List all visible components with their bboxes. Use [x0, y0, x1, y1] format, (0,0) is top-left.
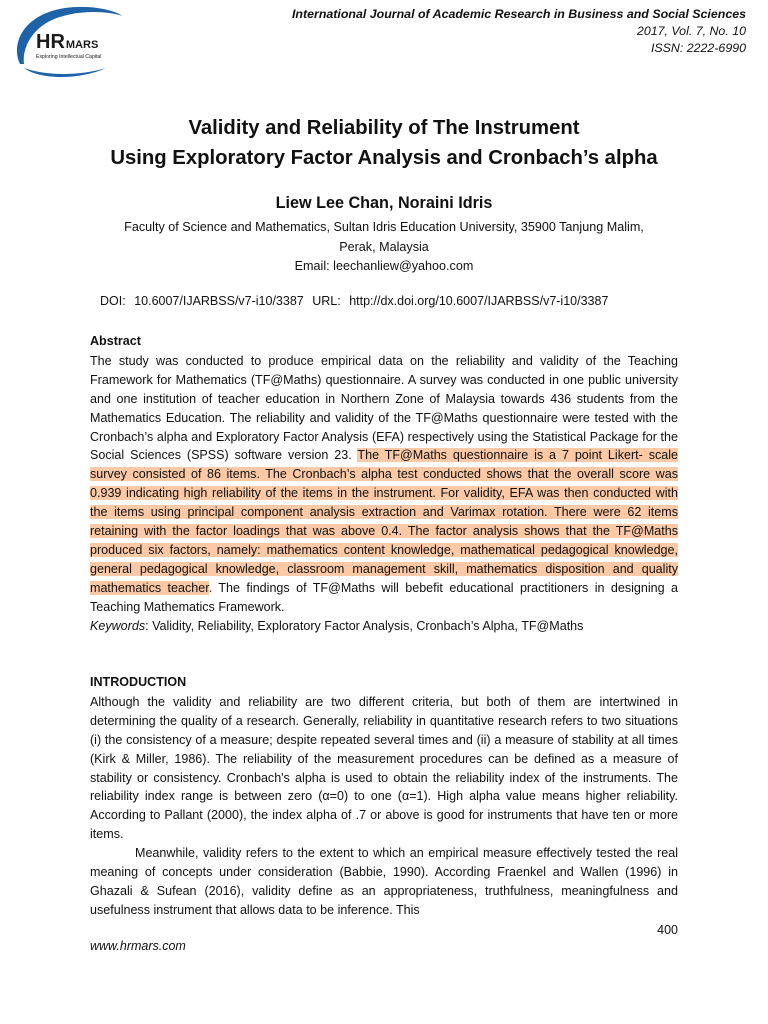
- abstract-section: [90, 332, 678, 636]
- affiliation-line-2: Perak, Malaysia: [339, 239, 429, 254]
- hrmars-logo: [10, 2, 128, 82]
- journal-name: International Journal of Academic Research in Business and Social Sciences: [291, 7, 746, 21]
- author-email: Email: leechanliew@yahoo.com: [294, 259, 474, 273]
- doi-label: DOI:: [100, 294, 126, 308]
- abstract-text: [90, 352, 678, 617]
- paper-title: [0, 113, 768, 173]
- title-line-2: Using Exploratory Factor Analysis and Cronbach’s alpha: [110, 147, 658, 169]
- logo-sub-text: MARS: [65, 39, 99, 51]
- url-value[interactable]: http://dx.doi.org/10.6007/IJARBSS/v7-i10/3387: [349, 294, 609, 308]
- journal-volume: 2017, Vol. 7, No. 10: [636, 24, 746, 38]
- page-number: 400: [657, 923, 678, 937]
- svg-text:HRMARS: [36, 31, 98, 53]
- doi-line: [100, 294, 612, 308]
- affiliation-line-1: Faculty of Science and Mathematics, Sultan Idris Education University, 35900 Tanjung Malim,: [124, 220, 644, 234]
- footer-url[interactable]: www.hrmars.com: [90, 939, 186, 953]
- abstract-text-start: The study was conducted to produce empirical data on the reliability and validity of the Teaching Framework for Mathematics (TF@Maths) questionnaire. A survey was conducted in one public university and one institution of teacher education in Northern Zone of Malaysia towards 436 students from the Mathematics Education. The reliability and validity of the TF@Maths questionnaire were tested with the Cronbach’s alpha and Exploratory Factor Analysis (EFA) respectively using the Statistical Package for the Social Sciences (SPSS) software version 23.: [90, 353, 678, 463]
- logo-main-text: HR: [36, 31, 65, 53]
- introduction-heading: INTRODUCTION: [90, 675, 187, 689]
- keywords: [90, 617, 678, 636]
- introduction-paragraph-1: Although the validity and reliability are two different criteria, but both of them are intertwined in determining the quality of a research. Generally, reliability in quantitative research refers to two situations (i) the consistency of a measure; despite repeated several times and (ii) a measure of stability at all times (Kirk & Miller, 1986). The reliability of the measurement procedures can be defined as a measure of stability or consistency. Cronbach's alpha is used to obtain the reliability index of the instruments. The reliability index range is between zero (α=0) to one (α=1). High alpha value means higher reliability. According to Pallant (2000), the index alpha of .7 or above is good for instruments that have ten or more items.: [90, 694, 678, 842]
- authors: Liew Lee Chan, Noraini Idris: [275, 194, 493, 212]
- journal-header: [292, 6, 746, 57]
- abstract-text-end: . The findings of TF@Maths will bebefit educational practitioners in designing a Teaching Mathematics Framework.: [90, 580, 679, 614]
- introduction-section: [90, 673, 678, 920]
- keywords-list: : Validity, Reliability, Exploratory Factor Analysis, Cronbach’s Alpha, TF@Maths: [145, 618, 584, 633]
- logo-tagline: Exploring Intellectual Capital: [36, 54, 102, 60]
- title-line-1: Validity and Reliability of The Instrument: [188, 117, 580, 139]
- doi-value[interactable]: 10.6007/IJARBSS/v7-i10/3387: [134, 294, 304, 308]
- abstract-highlighted-text: The TF@Maths questionnaire is a 7 point Likert- scale survey consisted of 86 items. The Cronbach’s alpha test conducted shows that the overall score was 0.939 indicating high reliability of the items in the instrument. For validity, EFA was then conducted with the items using principal component analysis extraction and Varimax rotation. There were 62 items retaining with the factor loadings that was above 0.4. The factor analysis shows that the TF@Maths produced six factors, namely: mathematics content knowledge, mathematical pedagogical knowledge, general pedagogical knowledge, classroom management skill, mathematics disposition and quality mathematics teacher: [90, 448, 678, 595]
- abstract-heading: Abstract: [90, 334, 141, 348]
- journal-issn: ISSN: 2222-6990: [650, 41, 746, 55]
- affiliation: [80, 218, 688, 277]
- url-label: URL:: [312, 294, 341, 308]
- keywords-label: Keywords: [90, 618, 146, 633]
- introduction-paragraph-2: Meanwhile, validity refers to the extent to which an empirical measure effectively tested the real meaning of concepts under consideration (Babbie, 1990). According Fraenkel and Wallen (1996) in Ghazali & Sufean (2016), validity define as an appropriateness, truthfulness, meaningfulness and usefulness instrument that allows data to be inference. This: [90, 846, 678, 917]
